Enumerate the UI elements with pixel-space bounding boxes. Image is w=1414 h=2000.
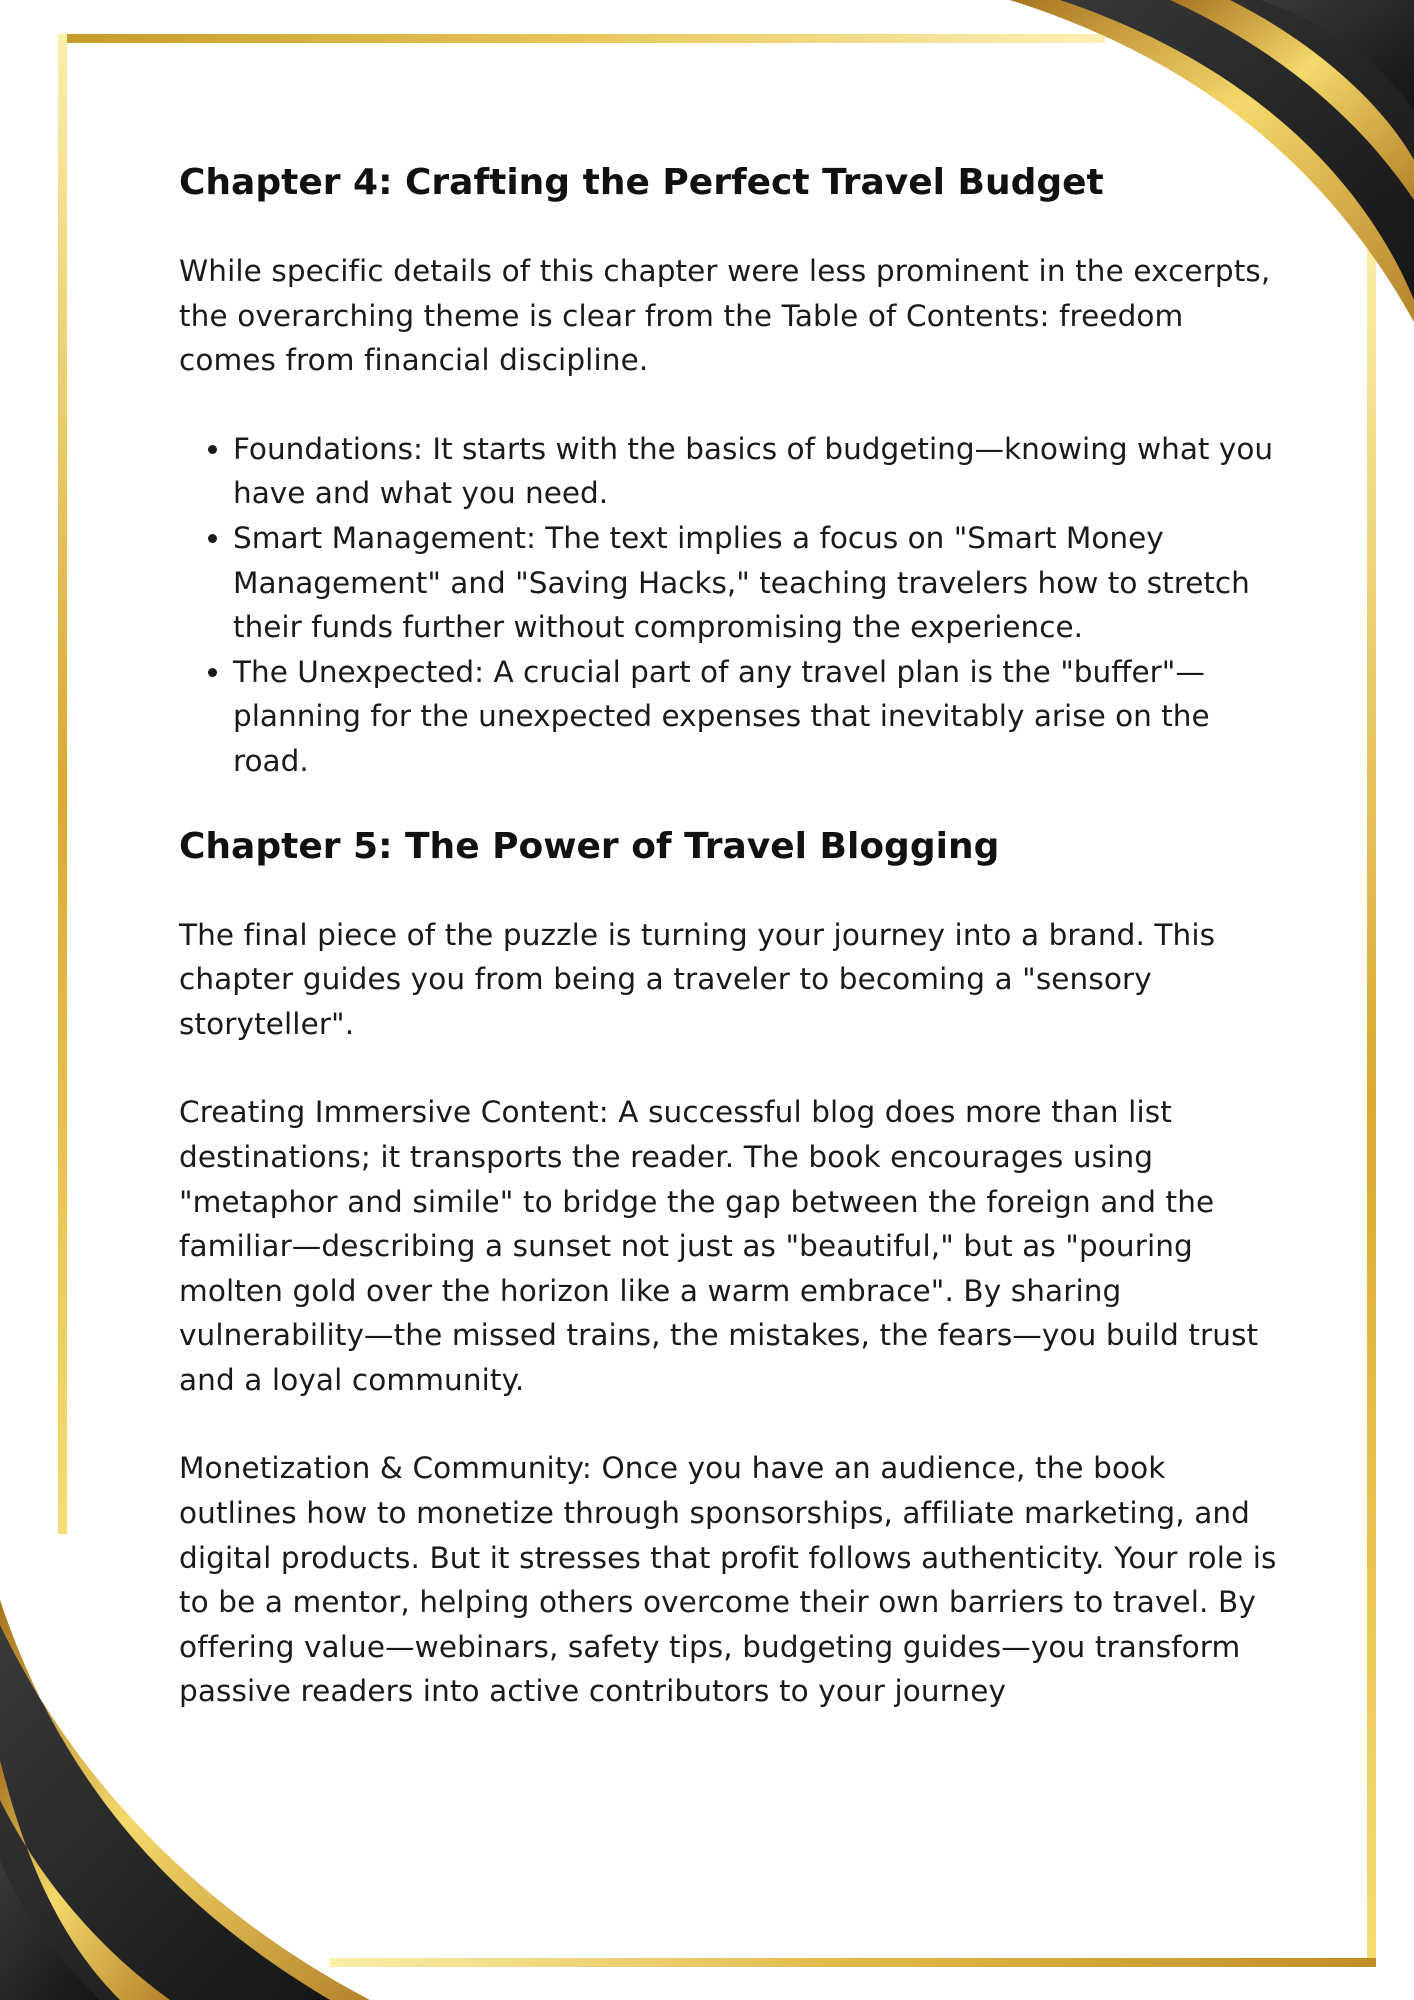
chapter4-intro: While specific details of this chapter were less prominent in the excerpts, the overarching theme is clear from the Table of Contents: freedom comes from financial discipline. [179,254,1271,378]
chapter5-immersive-content: Creating Immersive Content: A successful blog does more than list destinations; it transports the reader. The book encourages using "metaphor and simile" to bridge the gap between the foreign and the familiar—describing a sunset not just as "beautiful," but as "pouring molten gold over the horizon like a warm embrace". By sharing vulnerability—the missed trains, the mistakes, the fears—you build trust and a loyal community. [179,1095,1259,1397]
chapter4-bullet-list [179,427,1279,784]
frame-bottom-line [330,1958,1376,1967]
chapter5-intro: The final piece of the puzzle is turning your journey into a brand. This chapter guides you from being a traveler to becoming a "sensory storyteller". [179,917,1216,1041]
chapter5-heading: Chapter 5: The Power of Travel Blogging [179,825,1000,867]
chapter4-heading: Chapter 4: Crafting the Perfect Travel Budget [179,162,1104,203]
list-item: • Smart Management: The text implies a focus on "Smart Money Management" and "Saving Hacks," teaching travelers how to stretch their funds further without compromising the experience. [233,516,1279,650]
chapter5-monetization: Monetization & Community: Once you have an audience, the book outlines how to monetize through sponsorships, affiliate marketing, and digital products. But it stresses that profit follows authenticity. Your role is to be a mentor, helping others overcome their own barriers to travel. By offering value—webinars, safety tips, budgeting guides—you transform passive readers into active contributors to your journey [179,1451,1277,1709]
frame-top-line [58,34,1105,43]
frame-left-line [58,34,67,1534]
list-item: • The Unexpected: A crucial part of any travel plan is the "buffer"—planning for the unexpected expenses that inevitably arise on the road. [233,650,1279,784]
frame-right-line [1367,230,1376,1967]
list-item: • Foundations: It starts with the basics of budgeting—knowing what you have and what you need. [233,427,1279,516]
page-content [179,160,1279,1714]
